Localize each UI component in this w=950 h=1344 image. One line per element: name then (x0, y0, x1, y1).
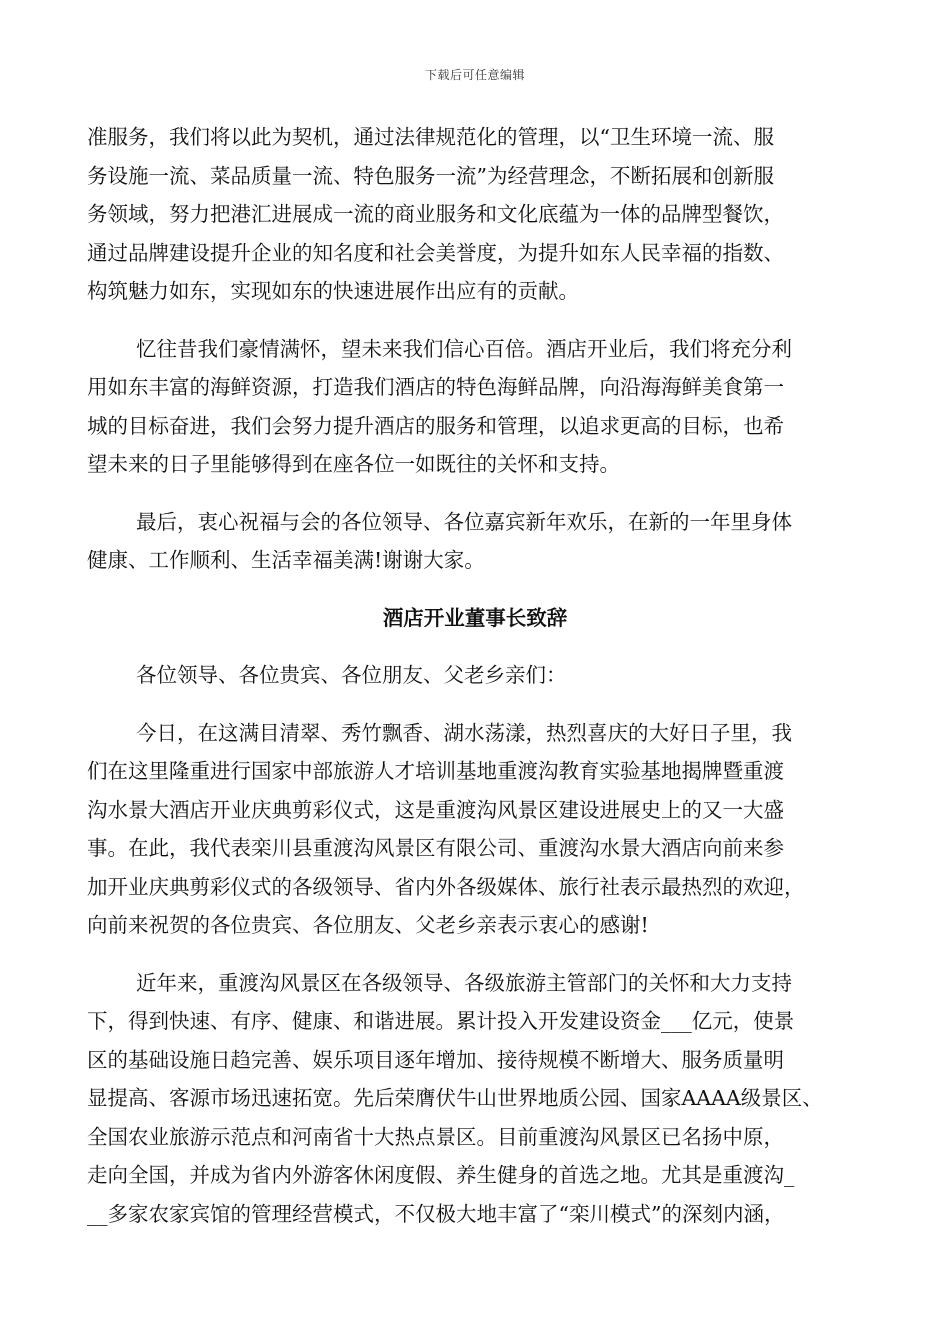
text-line: 下，得到快速、有序、健康、和谐进展。累计投入开发建设资金___亿元，使景 (87, 1009, 795, 1033)
text-line: 城的目标奋进，我们会努力提升酒店的服务和管理，以追求更高的目标，也希 (87, 413, 784, 438)
text-line: 向前来祝贺的各位贵宾、各位朋友、父老乡亲表示衷心的感谢! (87, 913, 649, 937)
text-line: 显提高、客源市场迅速拓宽。先后荣膺伏牛山世界地质公园、国家AAAA级景区、 (87, 1086, 823, 1110)
paragraph-1 (87, 118, 863, 311)
text-line: 今日，在这满目清翠、秀竹飘香、湖水荡漾，热烈喜庆的大好日子里，我 (136, 720, 792, 745)
text-line: 区的基础设施日趋完善、娱乐项目逐年增加、接待规模不断增大、服务质量明 (87, 1047, 784, 1072)
paragraph-spacer (87, 637, 863, 656)
text-line: __多家农家宾馆的管理经营模式，不仅极大地丰富了“栾川模式”的深刻内涵， (87, 1201, 785, 1226)
header-note: 下载后可任意编辑 (424, 68, 525, 82)
paragraph-spacer (87, 484, 863, 503)
text-line: 通过品牌建设提升企业的知名度和社会美誉度，为提升如东人民幸福的指数、 (87, 240, 784, 265)
text-line: 最后，衷心祝福与会的各位领导、各位嘉宾新年欢乐，在新的一年里身体 (136, 509, 792, 534)
text-line: 走向全国，并成为省内外游客休闲度假、养生健身的首选之地。尤其是重渡沟_ (87, 1163, 795, 1187)
paragraph-3 (87, 503, 863, 580)
text-line: 沟水景大酒店开业庆典剪彩仪式，这是重渡沟风景区建设进展史上的又一大盛 (87, 797, 784, 822)
paragraph-2 (87, 330, 863, 484)
text-line: 望未来的日子里能够得到在座各位一如既往的关怀和支持。 (87, 452, 620, 476)
paragraph-spacer (87, 695, 863, 714)
text-line: 务设施一流、菜品质量一流、特色服务一流”为经营理念，不断拓展和创新服 (87, 163, 774, 188)
text-line: 全国农业旅游示范点和河南省十大热点景区。目前重渡沟风景区已名扬中原， (87, 1124, 784, 1149)
text-line: 近年来，重渡沟风景区在各级领导、各级旅游主管部门的关怀和大力支持 (136, 970, 792, 995)
paragraph-spacer (87, 945, 863, 964)
document-body (87, 118, 863, 1233)
section-title: 酒店开业董事长致辞 (382, 605, 568, 630)
text-line: 们在这里隆重进行国家中部旅游人才培训基地重渡沟教育实验基地揭牌暨重渡 (87, 759, 784, 783)
text-line: 准服务，我们将以此为契机，通过法律规范化的管理，以“卫生环境一流、服 (87, 125, 774, 149)
text-line: 用如东丰富的海鲜资源，打造我们酒店的特色海鲜品牌，向沿海海鲜美食第一 (87, 375, 784, 399)
text-line: 忆往昔我们豪情满怀，望未来我们信心百倍。酒店开业后，我们将充分利 (136, 336, 792, 361)
text-line: 构筑魅力如东，实现如东的快速进展作出应有的贡献。 (87, 279, 579, 303)
paragraph-5 (87, 964, 863, 1234)
paragraph-spacer (87, 311, 863, 330)
text-line: 健康、工作顺利、生活幸福美满!谢谢大家。 (87, 548, 485, 572)
paragraph-spacer (87, 580, 863, 599)
paragraph-4 (87, 714, 863, 945)
text-line: 加开业庆典剪彩仪式的各级领导、省内外各级媒体、旅行社表示最热烈的欢迎， (87, 874, 805, 899)
text-line: 务领域，努力把港汇进展成一流的商业服务和文化底蕴为一体的品牌型餐饮， (87, 202, 784, 226)
text-line: 事。在此，我代表栾川县重渡沟风景区有限公司、重渡沟水景大酒店向前来参 (87, 836, 784, 860)
greeting-line: 各位领导、各位贵宾、各位朋友、父老乡亲们： (136, 663, 567, 687)
